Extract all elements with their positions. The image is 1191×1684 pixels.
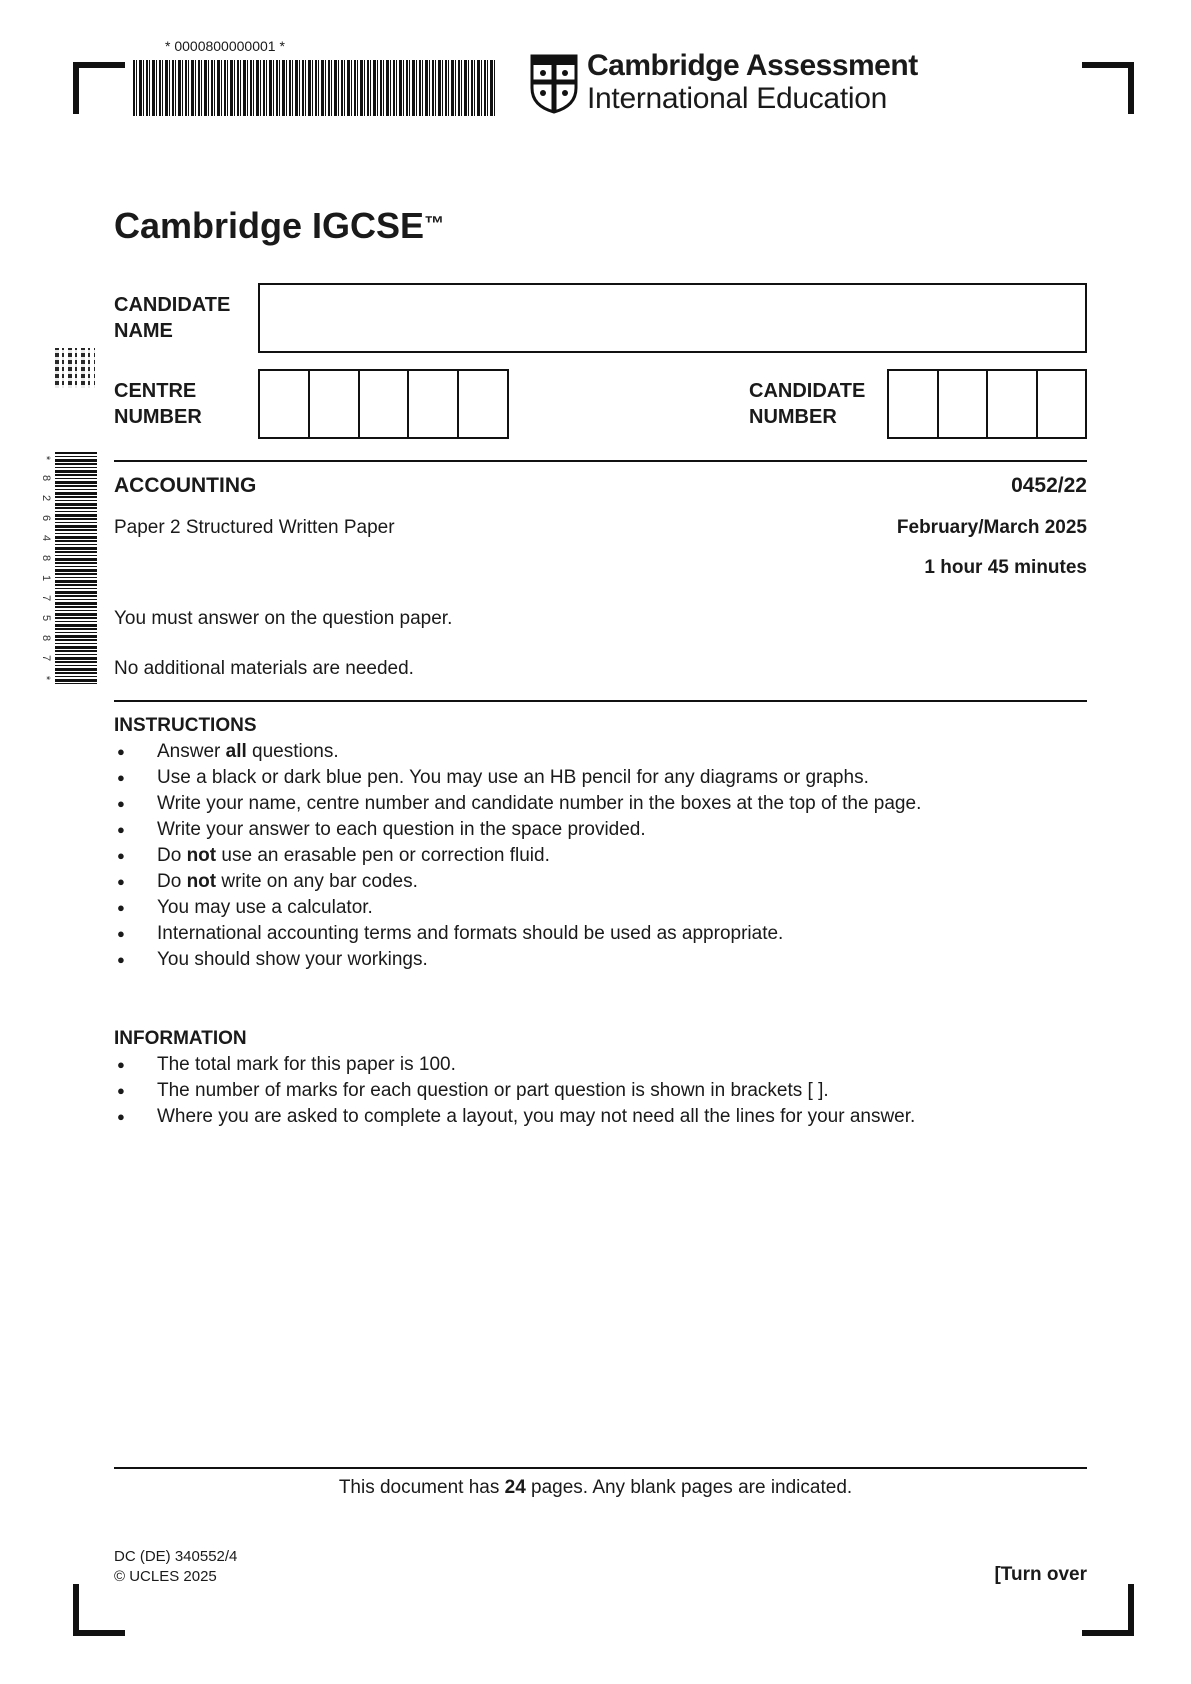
side-barcode-digit: 8 — [40, 474, 52, 482]
instruction-item — [114, 739, 1094, 765]
instruction-text: Do — [157, 871, 187, 892]
instruction-text: Answer — [157, 741, 226, 762]
org-name-line-2: International Education — [587, 82, 887, 115]
candidate-name-field[interactable] — [258, 283, 1087, 353]
instruction-item — [114, 791, 1094, 817]
information-list — [114, 1052, 1094, 1130]
candidate-name-label-line-2: NAME — [114, 320, 173, 342]
copyright-notice: © UCLES 2025 — [114, 1568, 217, 1585]
candidate-number-label — [749, 378, 865, 430]
side-barcode-digit: 2 — [40, 494, 52, 502]
instruction-item — [114, 765, 1094, 791]
cambridge-crest-icon — [530, 54, 578, 114]
instruction-text: write on any bar codes. — [216, 871, 418, 892]
exam-duration: 1 hour 45 minutes — [924, 557, 1087, 578]
turn-over-note: [Turn over — [994, 1564, 1087, 1585]
instruction-item — [114, 843, 1094, 869]
side-barcode-digit: 7 — [40, 594, 52, 602]
qr-code — [55, 348, 95, 388]
information-item: ● The total mark for this paper is 100. — [114, 1052, 1094, 1078]
corner-mark-top-left — [73, 62, 125, 114]
trademark-symbol: ™ — [424, 213, 445, 235]
instruction-text: use an erasable pen or correction fluid. — [216, 845, 550, 866]
information-item: ● Where you are asked to complete a layout, you may not need all the lines for your answer. — [114, 1104, 1094, 1130]
information-item: ● The number of marks for each question or part question is shown in brackets [ ]. — [114, 1078, 1094, 1104]
candidate-number-label-line-1: CANDIDATE — [749, 380, 866, 402]
side-barcode-digit: 5 — [40, 614, 52, 622]
centre-number-label — [114, 378, 202, 430]
instruction-emphasis: all — [225, 741, 247, 762]
candidate-name-label-line-1: CANDIDATE — [114, 294, 231, 316]
instructions-list — [114, 739, 1094, 973]
instruction-emphasis: not — [186, 845, 217, 866]
side-barcode — [55, 452, 97, 684]
centre-number-digit-box[interactable] — [459, 371, 507, 437]
centre-number-field[interactable] — [258, 369, 509, 439]
side-barcode-digits — [40, 452, 52, 684]
corner-mark-bottom-left — [73, 1584, 125, 1636]
instruction-text: Write your answer to each question in the space provided. — [157, 819, 646, 840]
side-barcode-digit: 7 — [40, 654, 52, 662]
top-barcode — [133, 60, 495, 116]
candidate-number-digit-box[interactable] — [1038, 371, 1086, 437]
centre-number-digit-box[interactable] — [260, 371, 310, 437]
subject-title: ACCOUNTING — [114, 474, 257, 497]
org-name-line-1: Cambridge Assessment — [587, 49, 918, 82]
corner-mark-top-right — [1082, 62, 1134, 114]
instruction-text: Use a black or dark blue pen. You may use an HB pencil for any diagrams or graphs. — [157, 767, 869, 788]
page-count: 24 — [504, 1477, 526, 1498]
instruction-text: You may use a calculator. — [157, 897, 373, 918]
instruction-item — [114, 895, 1094, 921]
centre-number-digit-box[interactable] — [310, 371, 360, 437]
materials-note: No additional materials are needed. — [114, 658, 414, 679]
barcode-number: * 0000800000001 * — [165, 38, 285, 54]
instruction-item — [114, 921, 1094, 947]
divider-rule — [114, 700, 1087, 702]
paper-code: 0452/22 — [1011, 474, 1087, 497]
instructions-heading: INSTRUCTIONS — [114, 715, 257, 736]
candidate-number-digit-box[interactable] — [939, 371, 989, 437]
side-barcode-digit: * — [40, 675, 52, 681]
candidate-name-label — [114, 292, 230, 344]
page-count-note — [0, 1477, 1191, 1499]
side-barcode-digit: 8 — [40, 554, 52, 562]
qualification-name: Cambridge IGCSE — [114, 205, 425, 246]
centre-number-digit-box[interactable] — [360, 371, 410, 437]
footer-rule — [114, 1467, 1087, 1469]
side-barcode-digit: 1 — [40, 574, 52, 582]
instruction-text: International accounting terms and formats should be used as appropriate. — [157, 923, 784, 944]
candidate-number-field[interactable] — [887, 369, 1087, 439]
instruction-text: Do — [157, 845, 187, 866]
instruction-item — [114, 869, 1094, 895]
instruction-text: Write your name, centre number and candidate number in the boxes at the top of the page. — [157, 793, 922, 814]
page-count-pre: This document has — [338, 1477, 505, 1498]
information-heading: INFORMATION — [114, 1028, 247, 1049]
centre-number-digit-box[interactable] — [409, 371, 459, 437]
instruction-text: questions. — [246, 741, 339, 762]
exam-session: February/March 2025 — [896, 517, 1087, 538]
instruction-emphasis: not — [186, 871, 217, 892]
instruction-text: You should show your workings. — [157, 949, 428, 970]
candidate-number-digit-box[interactable] — [889, 371, 939, 437]
instruction-item — [114, 947, 1094, 973]
qualification-title — [114, 205, 444, 247]
candidate-number-digit-box[interactable] — [988, 371, 1038, 437]
side-barcode-digit: 8 — [40, 634, 52, 642]
corner-mark-bottom-right — [1082, 1584, 1134, 1636]
candidate-number-label-line-2: NUMBER — [749, 406, 837, 428]
side-barcode-digit: 4 — [40, 534, 52, 542]
side-barcode-digit: * — [40, 455, 52, 461]
centre-number-label-line-1: CENTRE — [114, 380, 197, 402]
paper-title: Paper 2 Structured Written Paper — [114, 517, 395, 538]
answer-note: You must answer on the question paper. — [114, 608, 453, 629]
centre-number-label-line-2: NUMBER — [114, 406, 202, 428]
reference-code: DC (DE) 340552/4 — [114, 1548, 238, 1565]
page-count-post: pages. Any blank pages are indicated. — [525, 1477, 853, 1498]
side-barcode-digit: 6 — [40, 514, 52, 522]
instruction-item — [114, 817, 1094, 843]
divider-rule — [114, 460, 1087, 462]
